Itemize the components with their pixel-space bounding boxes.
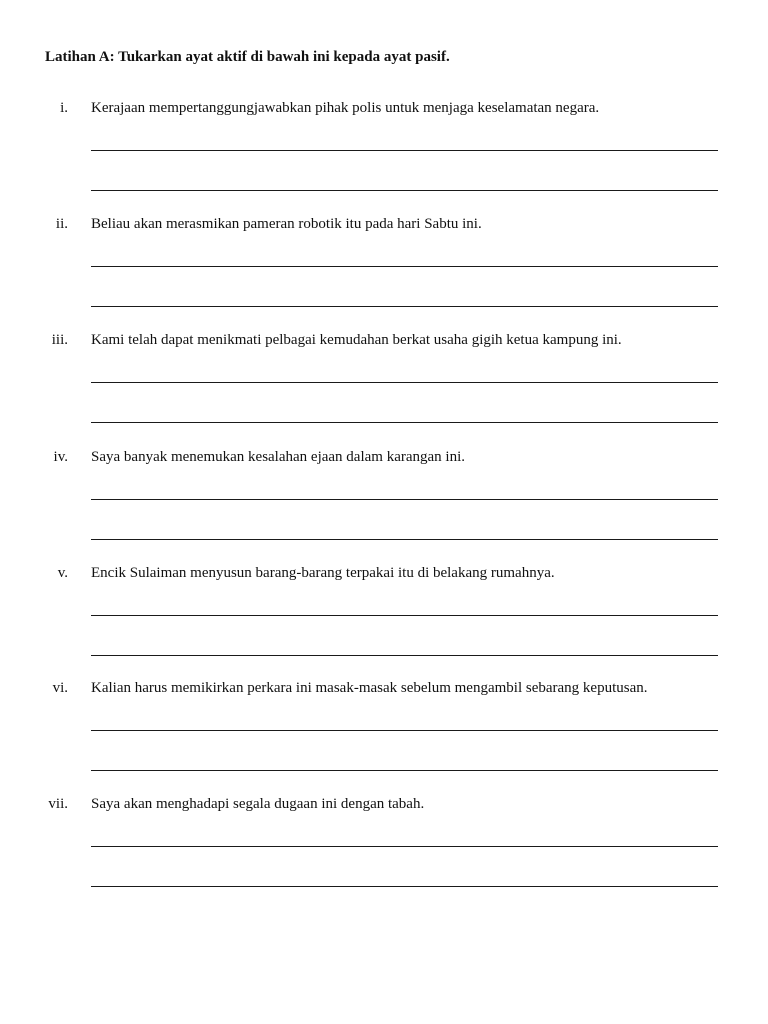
answer-line[interactable] bbox=[91, 382, 718, 383]
item-sentence: Beliau akan merasmikan pameran robotik itu pada hari Sabtu ini. bbox=[91, 216, 482, 232]
answer-line[interactable] bbox=[91, 539, 718, 540]
exercise-heading: Latihan A: Tukarkan ayat aktif di bawah ini kepada ayat pasif. bbox=[45, 49, 450, 65]
answer-line[interactable] bbox=[91, 266, 718, 267]
answer-line[interactable] bbox=[91, 770, 718, 771]
answer-line[interactable] bbox=[91, 846, 718, 847]
exercise-item bbox=[0, 794, 768, 910]
answer-line[interactable] bbox=[91, 190, 718, 191]
item-number: iii. bbox=[51, 332, 68, 348]
item-sentence: Kalian harus memikirkan perkara ini masak-masak sebelum mengambil sebarang keputusan. bbox=[91, 680, 648, 696]
answer-line[interactable] bbox=[91, 730, 718, 731]
exercise-item bbox=[0, 214, 768, 330]
item-sentence: Kami telah dapat menikmati pelbagai kemudahan berkat usaha gigih ketua kampung ini. bbox=[91, 332, 622, 348]
item-number: vi. bbox=[52, 680, 68, 696]
item-number: v. bbox=[57, 565, 68, 581]
exercise-item bbox=[0, 447, 768, 563]
answer-line[interactable] bbox=[91, 422, 718, 423]
item-sentence: Saya banyak menemukan kesalahan ejaan dalam karangan ini. bbox=[91, 449, 466, 465]
answer-line[interactable] bbox=[91, 886, 718, 887]
exercise-item bbox=[0, 330, 768, 446]
item-sentence: Kerajaan mempertanggungjawabkan pihak polis untuk menjaga keselamatan negara. bbox=[91, 100, 600, 116]
item-sentence: Encik Sulaiman menyusun barang-barang terpakai itu di belakang rumahnya. bbox=[91, 565, 555, 581]
item-sentence: Saya akan menghadapi segala dugaan ini dengan tabah. bbox=[91, 796, 425, 812]
item-number: i. bbox=[60, 100, 68, 116]
answer-line[interactable] bbox=[91, 615, 718, 616]
exercise-item bbox=[0, 678, 768, 794]
item-number: iv. bbox=[53, 449, 68, 465]
item-number: vii. bbox=[48, 796, 68, 812]
exercise-item bbox=[0, 563, 768, 679]
item-number: ii. bbox=[55, 216, 68, 232]
answer-line[interactable] bbox=[91, 655, 718, 656]
answer-line[interactable] bbox=[91, 499, 718, 500]
answer-line[interactable] bbox=[91, 306, 718, 307]
answer-line[interactable] bbox=[91, 150, 718, 151]
exercise-item bbox=[0, 98, 768, 214]
